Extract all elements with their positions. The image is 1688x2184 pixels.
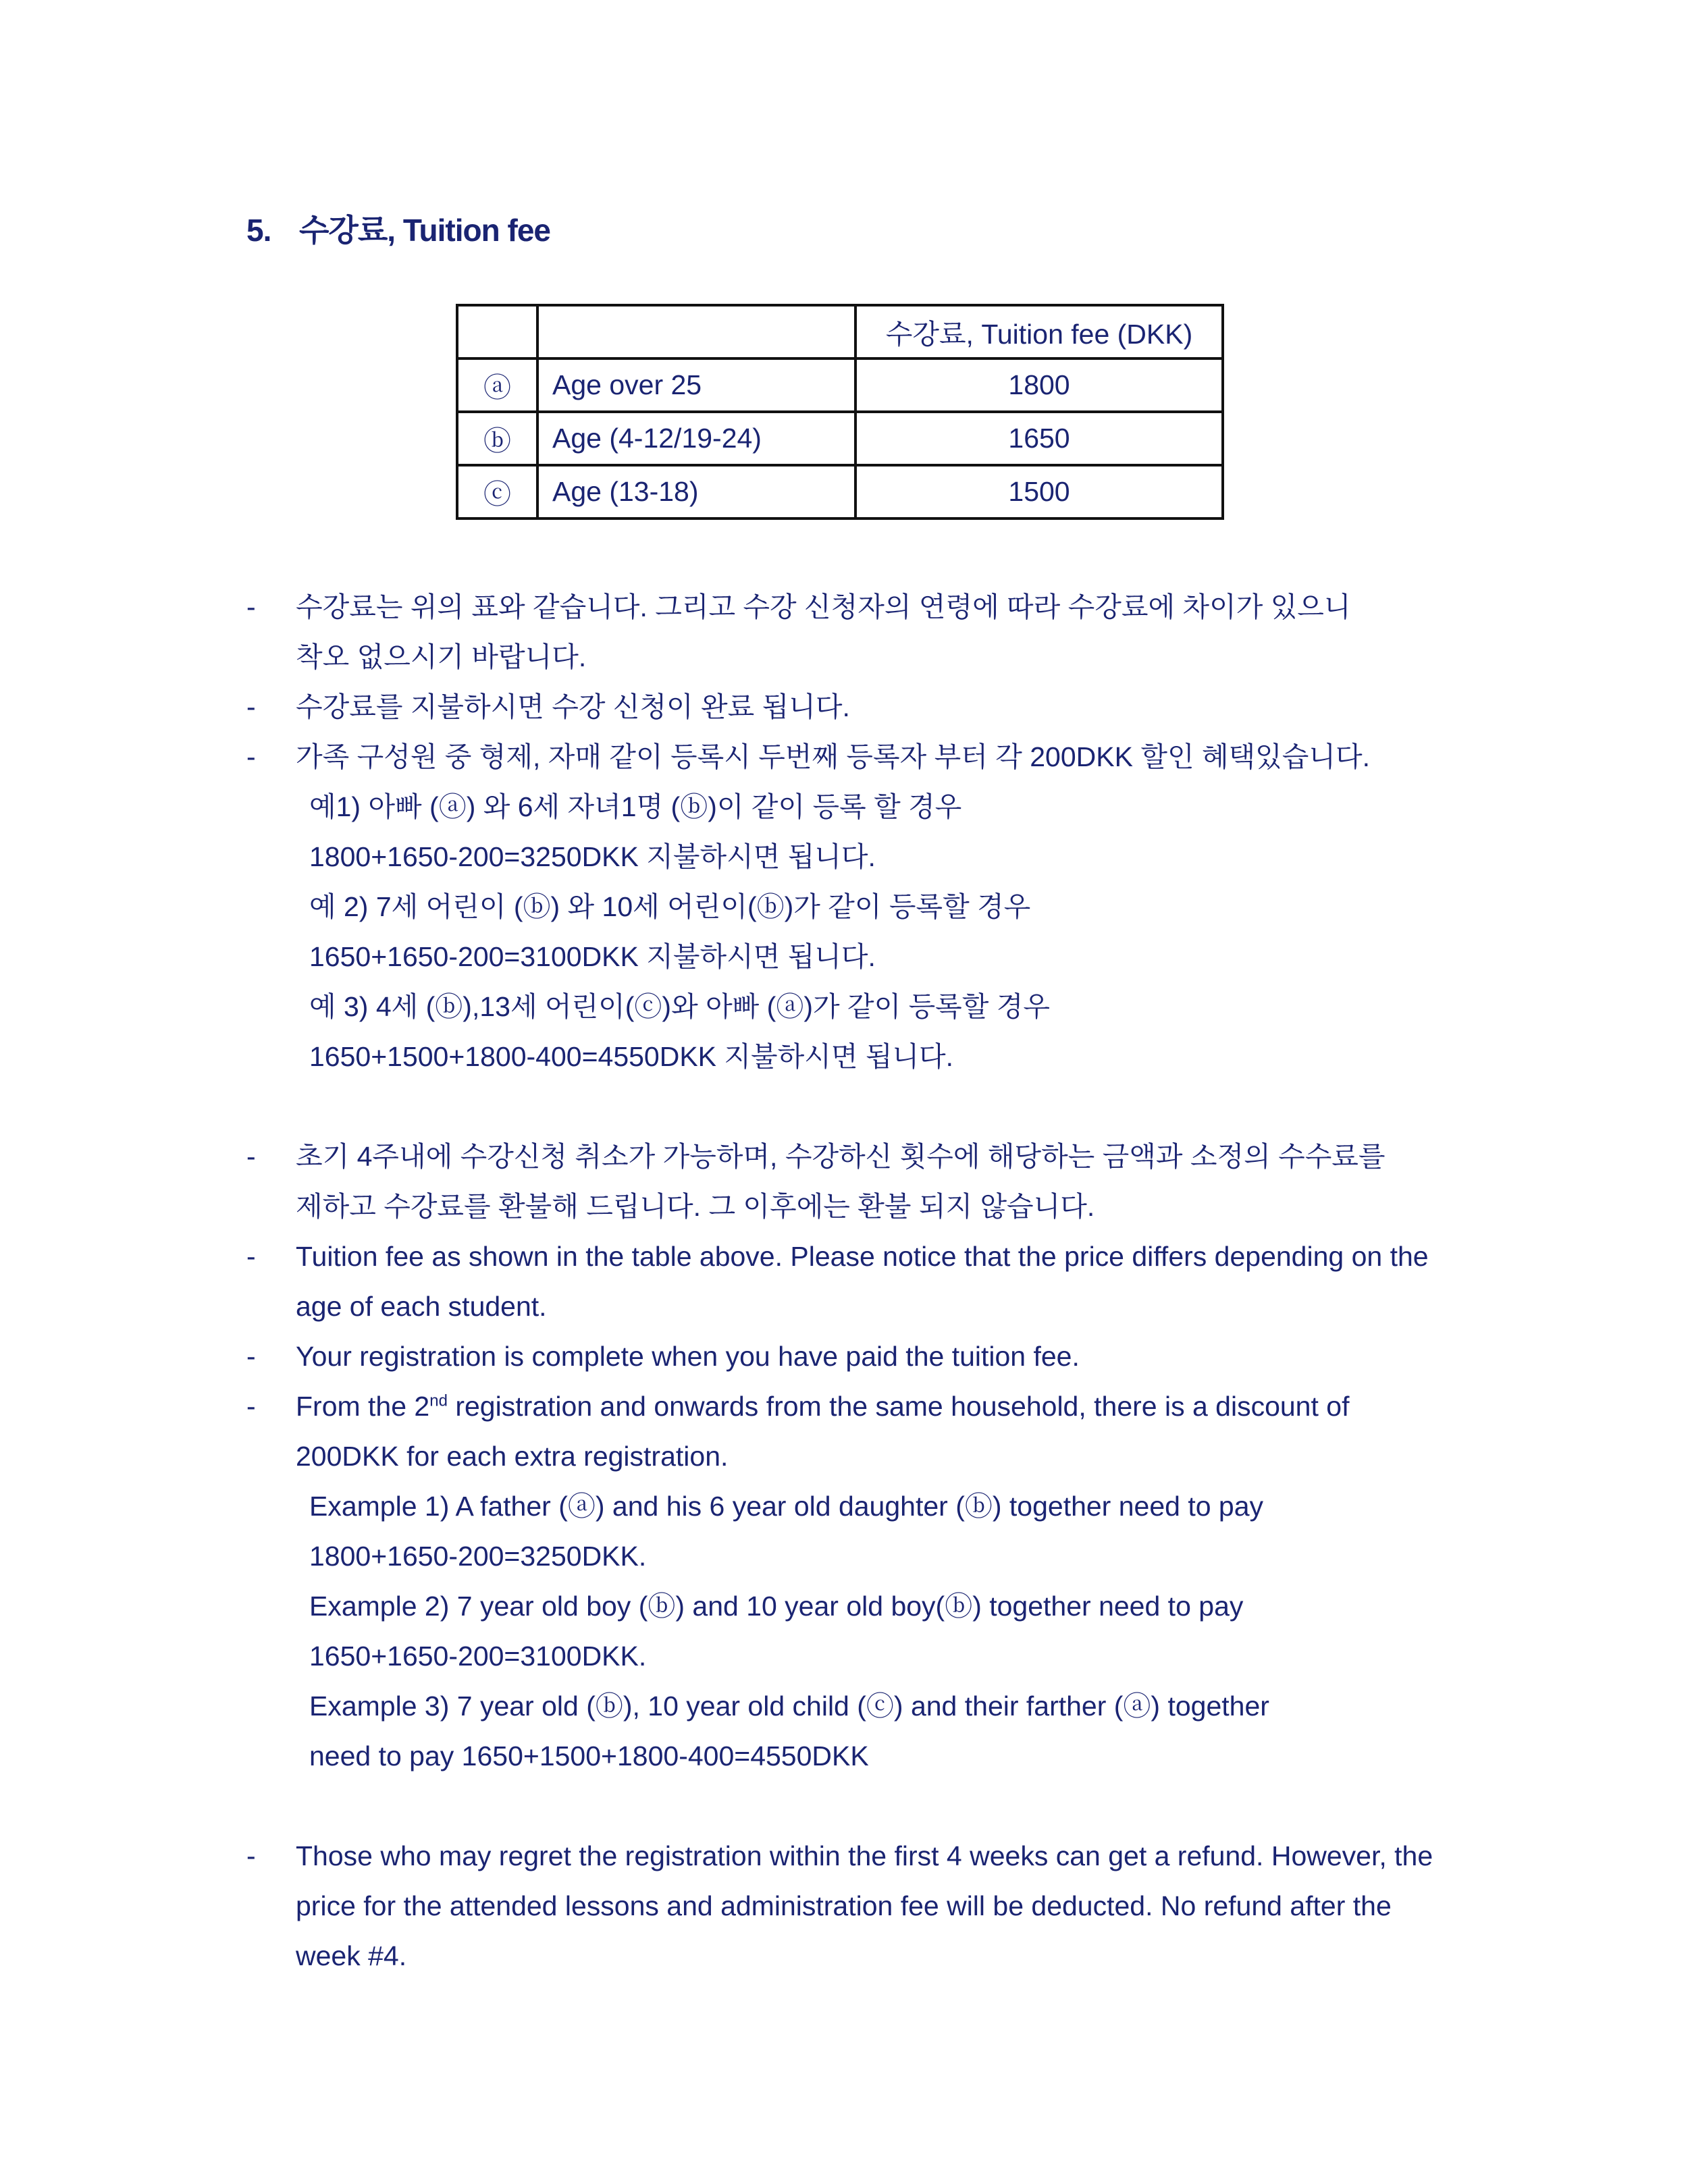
bullet-dash: - (246, 1840, 256, 1871)
section-title: 수강료, Tuition fee (299, 213, 550, 248)
section-number: 5. (246, 213, 271, 248)
ko-example-1-calc: 1800+1650-200=3250DKK 지불하시면 됩니다. (309, 841, 876, 872)
en-example-2: Example 2) 7 year old boy (ⓑ) and 10 year old boy(ⓑ) together need to pay (309, 1591, 1244, 1622)
table-row (457, 358, 1223, 412)
row-fee: 1500 (855, 465, 1223, 518)
en-example-3: Example 3) 7 year old (ⓑ), 10 year old child (ⓒ) and their farther (ⓐ) together (309, 1690, 1269, 1722)
bullet-dash: - (246, 1241, 256, 1272)
bullet-text: 제하고 수강료를 환불해 드립니다. 그 이후에는 환불 되지 않습니다. (296, 1191, 1095, 1222)
en-example-1-calc: 1800+1650-200=3250DKK. (309, 1541, 647, 1572)
bullet-text: 착오 없으시기 바랍니다. (296, 641, 587, 672)
ko-example-3-calc: 1650+1500+1800-400=4550DKK 지불하시면 됩니다. (309, 1041, 954, 1072)
ko-example-2-calc: 1650+1650-200=3100DKK 지불하시면 됩니다. (309, 941, 876, 972)
tuition-fee-table (456, 304, 1224, 520)
bullet-text: price for the attended lessons and administration fee will be deducted. No refund after the (296, 1890, 1392, 1921)
table-row (457, 412, 1223, 465)
bullet-text: 수강료는 위의 표와 같습니다. 그리고 수강 신청자의 연령에 따라 수강료에 차이가 있으니 (296, 591, 1351, 622)
table-cell (457, 305, 537, 358)
bullet-dash: - (246, 1391, 256, 1422)
row-age-group: Age (13-18) (537, 465, 855, 518)
bullet-text: Those who may regret the registration within the first 4 weeks can get a refund. However, the (296, 1840, 1433, 1871)
ko-example-1: 예1) 아빠 (ⓐ) 와 6세 자녀1명 (ⓑ)이 같이 등록 할 경우 (309, 791, 962, 822)
row-age-group: Age over 25 (537, 358, 855, 412)
row-marker: ⓐ (457, 358, 537, 412)
row-age-group: Age (4-12/19-24) (537, 412, 855, 465)
bullet-text: 200DKK for each extra registration. (296, 1441, 729, 1472)
table-cell (537, 305, 855, 358)
ko-example-2: 예 2) 7세 어린이 (ⓑ) 와 10세 어린이(ⓑ)가 같이 등록할 경우 (309, 891, 1031, 922)
row-fee: 1650 (855, 412, 1223, 465)
bullet-text: age of each student. (296, 1291, 547, 1322)
row-fee: 1800 (855, 358, 1223, 412)
bullet-text (296, 1381, 1349, 1431)
bullet-dash: - (246, 691, 256, 722)
table-header-fee: 수강료, Tuition fee (DKK) (855, 305, 1223, 358)
bullet-dash: - (246, 1341, 256, 1372)
bullet-text: 가족 구성원 중 형제, 자매 같이 등록시 두번째 등록자 부터 각 200DKK 할인 혜택있습니다. (296, 741, 1370, 772)
bullet-dash: - (246, 591, 256, 622)
en-example-2-calc: 1650+1650-200=3100DKK. (309, 1641, 647, 1672)
bullet-text: Tuition fee as shown in the table above. Please notice that the price differs depending on the (296, 1241, 1429, 1272)
bullet-dash: - (246, 741, 256, 772)
bullet-dash: - (246, 1141, 256, 1172)
en-example-3-calc: need to pay 1650+1500+1800-400=4550DKK (309, 1740, 869, 1772)
discount-text-pre: From the 2 (296, 1391, 430, 1422)
bullet-text: 초기 4주내에 수강신청 취소가 가능하며, 수강하신 횟수에 해당하는 금액과 소정의 수수료를 (296, 1141, 1386, 1172)
bullet-text: Your registration is complete when you have paid the tuition fee. (296, 1341, 1080, 1372)
row-marker: ⓑ (457, 412, 537, 465)
bullet-text: 수강료를 지불하시면 수강 신청이 완료 됩니다. (296, 691, 850, 722)
bullet-text: week #4. (296, 1940, 407, 1971)
ko-example-3: 예 3) 4세 (ⓑ),13세 어린이(ⓒ)와 아빠 (ⓐ)가 같이 등록할 경우 (309, 991, 1050, 1022)
section-heading (246, 206, 550, 250)
table-header-row (457, 305, 1223, 358)
table-row (457, 465, 1223, 518)
row-marker: ⓒ (457, 465, 537, 518)
ordinal-suffix: nd (429, 1391, 448, 1410)
en-example-1: Example 1) A father (ⓐ) and his 6 year old daughter (ⓑ) together need to pay (309, 1491, 1264, 1522)
discount-text-post: registration and onwards from the same household, there is a discount of (447, 1391, 1350, 1422)
